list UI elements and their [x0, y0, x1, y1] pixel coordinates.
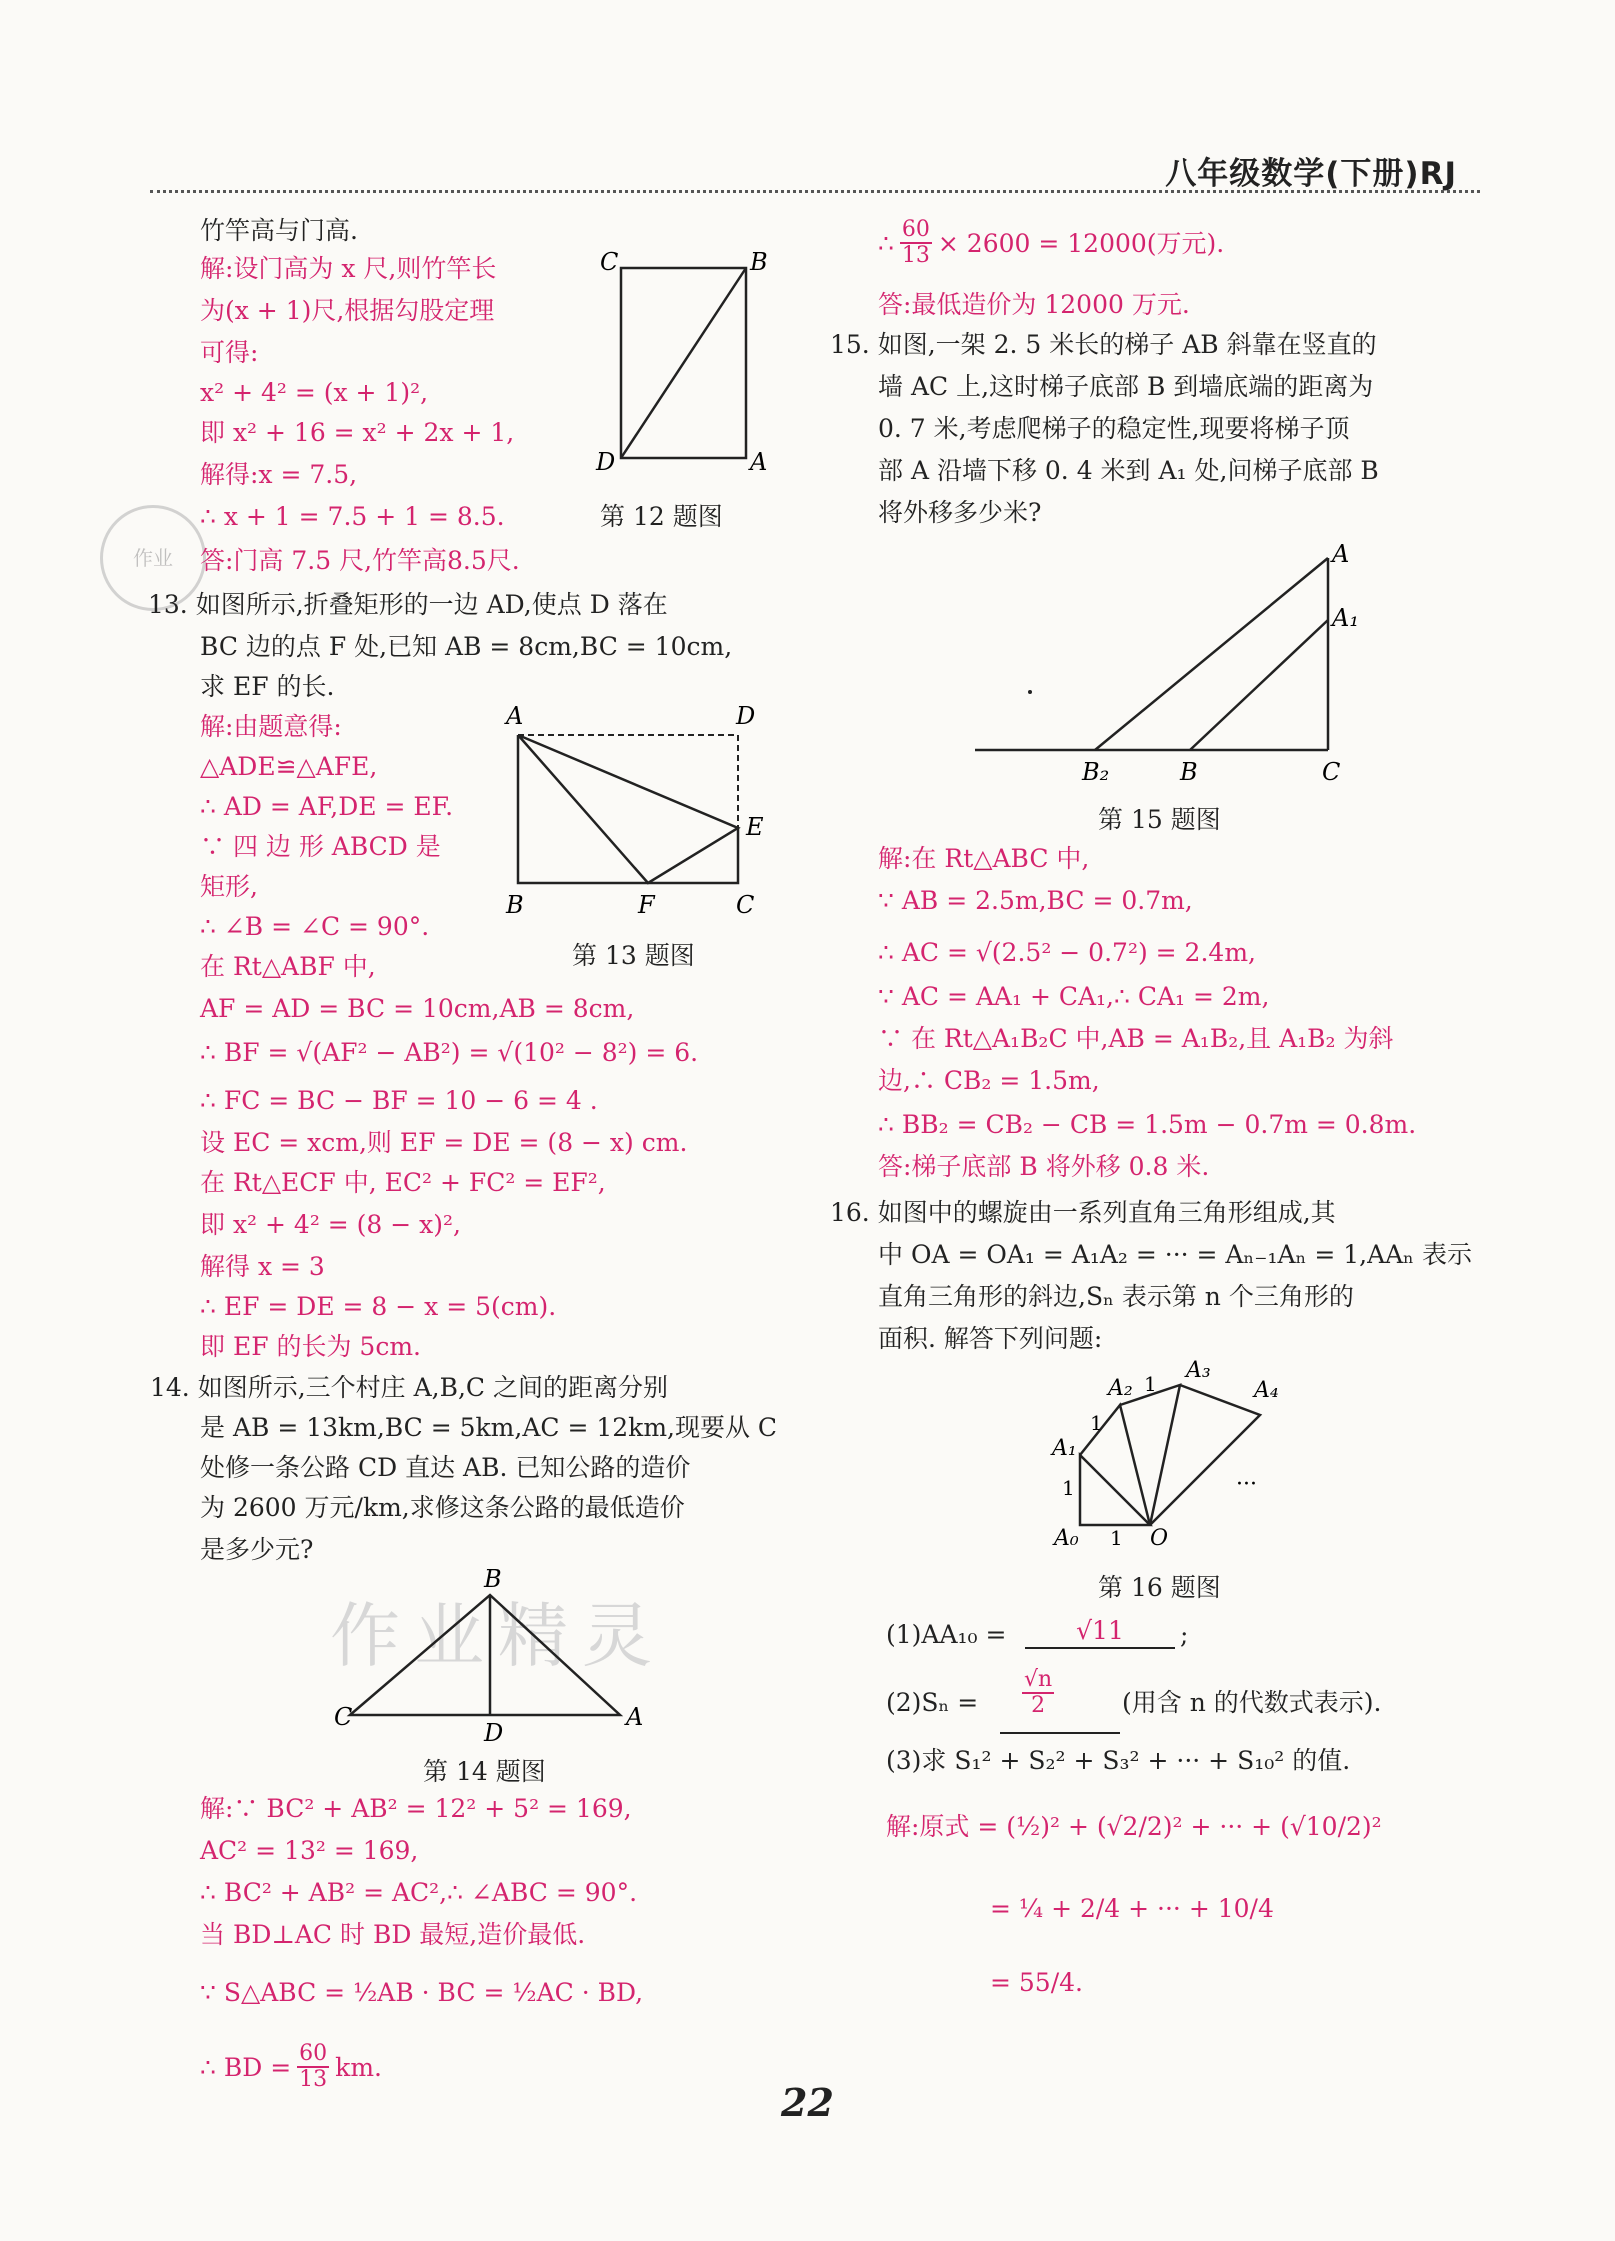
- q16-label-one: 1: [1144, 1372, 1157, 1396]
- q12-answer-line: 可得:: [200, 338, 259, 367]
- q15-caption: 第 15 题图: [1098, 805, 1221, 834]
- q14-answer-line: ∵ S△ABC = ½AB · BC = ½AC · BD,: [200, 1978, 644, 2007]
- q14-line: 是多少元?: [200, 1535, 314, 1564]
- q13-answer-line: 解得 x = 3: [200, 1252, 325, 1281]
- q14-bd-unit: km.: [335, 2052, 382, 2082]
- q16-part2-label: (2)Sₙ =: [886, 1688, 979, 1717]
- cost-fraction: [900, 218, 932, 268]
- q12-answer-line: 答:门高 7.5 尺,竹竿高8.5尺.: [200, 546, 520, 575]
- q16-triangle-4: [1150, 1385, 1260, 1525]
- q13-line: BC 边的点 F 处,已知 AB = 8cm,BC = 10cm,: [200, 632, 733, 661]
- q14-label-d: D: [484, 1719, 504, 1747]
- q16-line: 面积. 解答下列问题:: [878, 1324, 1103, 1353]
- q15-answer-line: ∵ AC = AA₁ + CA₁,∴ CA₁ = 2m,: [878, 982, 1270, 1011]
- q12-answer-line: ∴ x + 1 = 7.5 + 1 = 8.5.: [200, 502, 505, 531]
- q16-part3-question: (3)求 S₁² + S₂² + S₃² + ··· + S₁₀² 的值.: [886, 1746, 1351, 1775]
- q15-line: 墙 AC 上,这时梯子底部 B 到墙底端的距离为: [878, 372, 1374, 401]
- q16-part1-label: (1)AA₁₀ =: [886, 1620, 1007, 1649]
- q14-line: 处修一条公路 CD 直达 AB. 已知公路的造价: [200, 1453, 691, 1482]
- q16-part2-fraction: [1022, 1668, 1054, 1718]
- q14-label-b: B: [484, 1565, 502, 1593]
- q13-answer-line: ∴ AD = AF,DE = EF.: [200, 792, 454, 821]
- q16-label-o: O: [1150, 1526, 1169, 1551]
- q16-solution-line: = ¼ + 2/4 + ··· + 10/4: [990, 1894, 1274, 1923]
- q16-part2-num: √n: [1022, 1668, 1054, 1694]
- q16-line: 16. 如图中的螺旋由一系列直角三角形组成,其: [830, 1198, 1336, 1227]
- q13-line: 求 EF 的长.: [200, 672, 335, 701]
- q16-solution-line: = 55/4.: [990, 1968, 1083, 1997]
- q15-answer-line: ∵ 在 Rt△A₁B₂C 中,AB = A₁B₂,且 A₁B₂ 为斜: [878, 1024, 1394, 1053]
- q13-answer-line: 矩形,: [200, 872, 258, 901]
- q16-label-a2: A₂: [1108, 1376, 1133, 1401]
- q14-figure: [320, 1565, 660, 1750]
- q12-diagonal: [621, 268, 746, 458]
- q12-label-d: D: [596, 448, 616, 476]
- q13-answer-line: △ADE≌△AFE,: [200, 752, 378, 781]
- watermark: 作业精灵: [330, 1595, 666, 1677]
- q14-answer-line: ∴ BC² + AB² = AC²,∴ ∠ABC = 90°.: [200, 1878, 638, 1907]
- q16-part2-den: 2: [1031, 1693, 1046, 1719]
- q14-bd-num: 60: [297, 2042, 329, 2068]
- q15-line: 部 A 沿墙下移 0. 4 米到 A₁ 处,问梯子底部 B: [878, 456, 1379, 485]
- q16-part1-semicolon: ;: [1180, 1620, 1189, 1649]
- q15-answer-line: ∴ AC = √(2.5² − 0.7²) = 2.4m,: [878, 938, 1256, 967]
- q12-label-a: A: [750, 448, 768, 476]
- q14-line: 是 AB = 13km,BC = 5km,AC = 12km,现要从 C: [200, 1413, 778, 1442]
- cost-prefix: ∴: [878, 228, 894, 258]
- q16-solution-line: 解:原式 = (½)² + (√2/2)² + ··· + (√10/2)²: [886, 1812, 1382, 1841]
- q13-answer-line: 设 EC = xcm,则 EF = DE = (8 − x) cm.: [200, 1128, 688, 1157]
- q12-line: 竹竿高与门高.: [200, 216, 358, 245]
- q16-part1-answer: √11: [1025, 1618, 1175, 1649]
- q16-caption: 第 16 题图: [1098, 1573, 1221, 1602]
- q16-ellipsis: ···: [1236, 1472, 1257, 1497]
- q15-answer-line: ∵ AB = 2.5m,BC = 0.7m,: [878, 886, 1193, 915]
- cost-num: 60: [900, 218, 932, 244]
- q13-answer-line: 解:由题意得:: [200, 712, 342, 741]
- q14-label-a: A: [626, 1703, 644, 1731]
- q13-fold-lines: [518, 735, 738, 883]
- q12-answer-line: 解得:x = 7.5,: [200, 460, 358, 489]
- q16-label-a4: A₄: [1254, 1378, 1279, 1403]
- q14-caption: 第 14 题图: [423, 1757, 546, 1786]
- q14-answer-line: 解:∵ BC² + AB² = 12² + 5² = 169,: [200, 1794, 632, 1823]
- q13-label-f: F: [638, 891, 655, 919]
- q13-answer-line: 在 Rt△ECF 中, EC² + FC² = EF²,: [200, 1168, 606, 1197]
- q13-line: 13. 如图所示,折叠矩形的一边 AD,使点 D 落在: [148, 590, 668, 619]
- q13-answer-line: ∴ ∠B = ∠C = 90°.: [200, 912, 430, 941]
- q16-line: 直角三角形的斜边,Sₙ 表示第 n 个三角形的: [878, 1282, 1354, 1311]
- q14-line: 为 2600 万元/km,求修这条公路的最低造价: [200, 1493, 685, 1522]
- cost-den: 13: [901, 243, 930, 269]
- q16-label-one: 1: [1090, 1411, 1103, 1435]
- q12-answer-line: x² + 4² = (x + 1)²,: [200, 378, 429, 407]
- q13-label-a: A: [506, 702, 524, 730]
- q16-label-a0: A₀: [1054, 1526, 1079, 1551]
- q12-answer-line: 解:设门高为 x 尺,则竹竿长: [200, 254, 497, 283]
- page-number: 22: [781, 2080, 834, 2125]
- q12-label-b: B: [750, 248, 768, 276]
- q15-label-b2: B₂: [1082, 758, 1110, 786]
- q16-part2-note: (用含 n 的代数式表示).: [1122, 1688, 1382, 1717]
- q14-bd-prefix: ∴ BD =: [200, 2052, 292, 2082]
- q16-part2-blank: [1000, 1668, 1120, 1734]
- q13-answer-line: 在 Rt△ABF 中,: [200, 952, 376, 981]
- q14-answer-line: AC² = 13² = 169,: [200, 1836, 419, 1865]
- q15-answer-line: 边,∴ CB₂ = 1.5m,: [878, 1066, 1100, 1095]
- q13-label-b: B: [506, 891, 524, 919]
- cost-rest: × 2600 = 12000(万元).: [937, 228, 1225, 258]
- q15-line: 15. 如图,一架 2. 5 米长的梯子 AB 斜靠在竖直的: [830, 330, 1377, 359]
- q13-label-c: C: [736, 891, 755, 919]
- q14-final-answer: 答:最低造价为 12000 万元.: [878, 290, 1190, 319]
- q15-line: 将外移多少米?: [878, 498, 1042, 527]
- q12-caption: 第 12 题图: [600, 502, 723, 531]
- q13-label-d: D: [736, 702, 756, 730]
- q12-figure: [590, 248, 780, 478]
- q16-label-one: 1: [1110, 1526, 1123, 1550]
- q14-line: 14. 如图所示,三个村庄 A,B,C 之间的距离分别: [150, 1373, 668, 1402]
- q12-answer-line: 即 x² + 16 = x² + 2x + 1,: [200, 418, 515, 447]
- q15-answer-line: 答:梯子底部 B 将外移 0.8 米.: [878, 1152, 1210, 1181]
- q14-answer-line: 当 BD⊥AC 时 BD 最短,造价最低.: [200, 1920, 586, 1949]
- q15-label-a: A: [1332, 540, 1350, 568]
- q16-label-one: 1: [1062, 1476, 1075, 1500]
- q14-bd-den: 13: [299, 2067, 328, 2093]
- q13-answer-line: ∴ FC = BC − BF = 10 − 6 = 4 .: [200, 1086, 598, 1115]
- q14-triangle: [350, 1595, 620, 1715]
- q15-label-b: B: [1180, 758, 1198, 786]
- q12-answer-line: 为(x + 1)尺,根据勾股定理: [200, 296, 495, 325]
- q15-label-a1: A₁: [1332, 604, 1359, 632]
- stamp-logo: 作业: [100, 505, 206, 611]
- q13-answer-line: 即 x² + 4² = (8 − x)²,: [200, 1210, 461, 1239]
- q14-cost-line: [878, 218, 1224, 268]
- q16-triangle-1: [1080, 1455, 1150, 1525]
- q15-line: 0. 7 米,考虑爬梯子的稳定性,现要将梯子顶: [878, 414, 1350, 443]
- q16-label-a3: A₃: [1186, 1358, 1211, 1383]
- q15-answer-line: ∴ BB₂ = CB₂ − CB = 1.5m − 0.7m = 0.8m.: [878, 1110, 1417, 1139]
- q14-label-c: C: [334, 1703, 353, 1731]
- header-divider: [150, 190, 1480, 193]
- q16-label-a1: A₁: [1052, 1436, 1077, 1461]
- q13-answer-line: ∴ EF = DE = 8 − x = 5(cm).: [200, 1292, 557, 1321]
- q15-label-c: C: [1322, 758, 1341, 786]
- q13-answer-line: AF = AD = BC = 10cm,AB = 8cm,: [200, 994, 635, 1023]
- q13-caption: 第 13 题图: [572, 941, 695, 970]
- q15-answer-line: 解:在 Rt△ABC 中,: [878, 844, 1090, 873]
- q13-figure: [500, 700, 790, 920]
- q13-answer-line: 即 EF 的长为 5cm.: [200, 1332, 421, 1361]
- q13-label-e: E: [746, 813, 764, 841]
- q15-ladder-a1b2: [1190, 620, 1328, 750]
- q16-figure: [1040, 1355, 1300, 1555]
- q13-answer-line: ∴ BF = √(AF² − AB²) = √(10² − 8²) = 6.: [200, 1038, 699, 1067]
- q12-label-c: C: [600, 248, 619, 276]
- q15-dot: [1028, 690, 1032, 694]
- q16-line: 中 OA = OA₁ = A₁A₂ = ··· = Aₙ₋₁Aₙ = 1,AAₙ 表示: [878, 1240, 1472, 1269]
- q15-figure: [960, 540, 1360, 795]
- q13-answer-line: ∵ 四 边 形 ABCD 是: [200, 832, 441, 861]
- header-title: 八年级数学(下册)RJ: [1165, 156, 1457, 192]
